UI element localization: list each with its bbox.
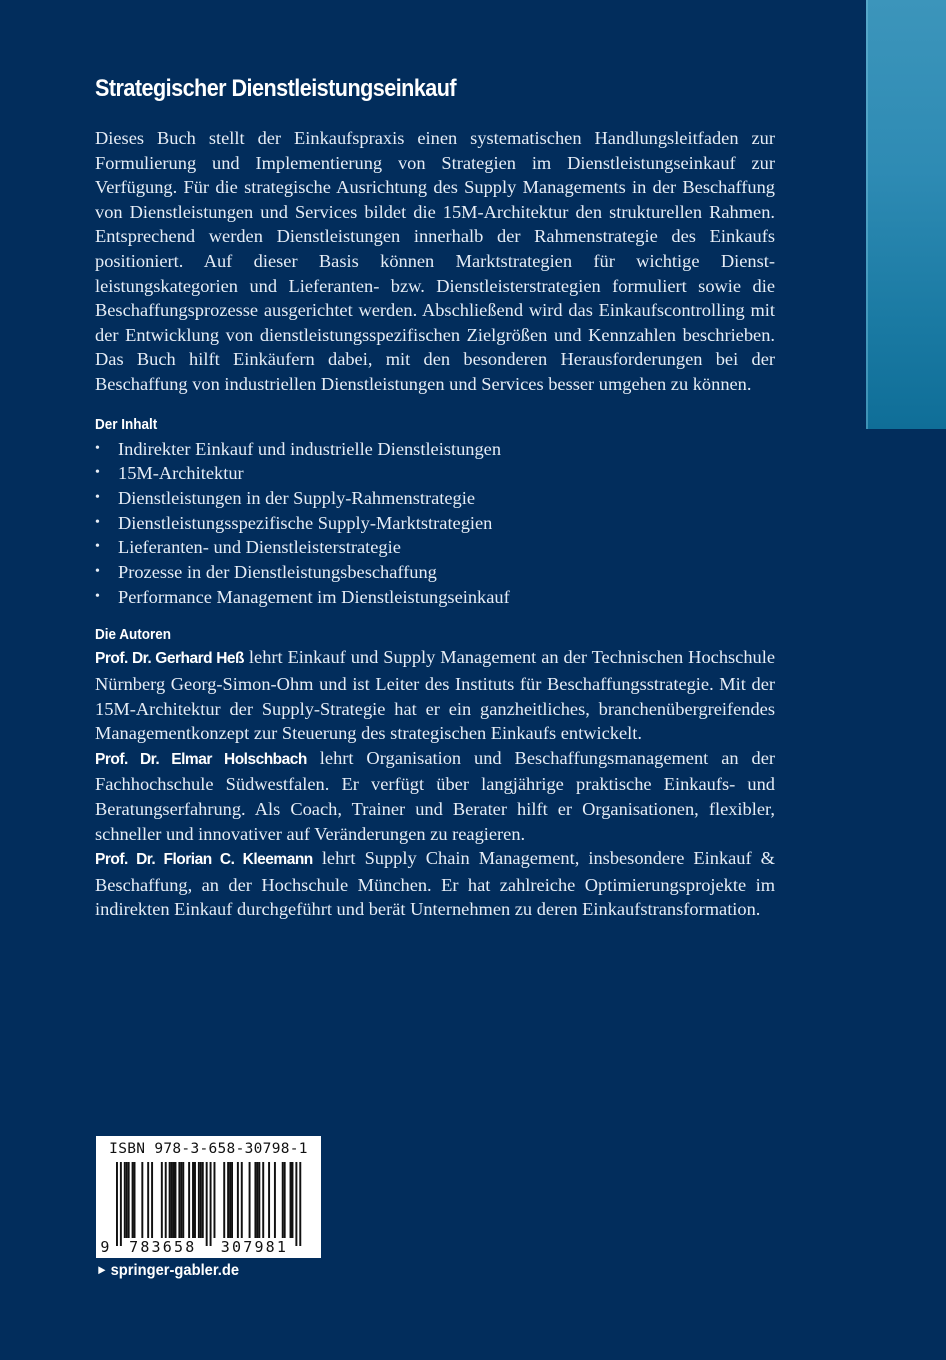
- authors-heading: Die Autoren: [95, 626, 172, 644]
- isbn-label: ISBN 978-3-658-30798-1: [109, 1141, 308, 1157]
- bullet-icon: •: [95, 514, 100, 530]
- bullet-icon: •: [95, 588, 100, 604]
- contents-list: [95, 437, 775, 610]
- contents-item: • Performance Management im Dienstleistungseinkauf: [95, 585, 775, 610]
- author-name: Prof. Dr. Elmar Holschbach: [95, 750, 307, 768]
- bullet-icon: •: [95, 539, 100, 555]
- svg-text:783658: 783658: [129, 1238, 197, 1256]
- author-name: Prof. Dr. Florian C. Kleemann: [95, 851, 313, 869]
- contents-item: • Prozesse in der Dienstleistungsbeschaffung: [95, 560, 775, 585]
- contents-item: • Lieferanten- und Dienstleisterstrategie: [95, 535, 775, 560]
- bullet-icon: •: [95, 489, 100, 505]
- contents-item: • Dienstleistungen in der Supply-Rahmenstrategie: [95, 486, 775, 511]
- bullet-icon: •: [95, 440, 100, 456]
- publisher-link[interactable]: [96, 1262, 239, 1280]
- contents-item: • Indirekter Einkauf und industrielle Dienstleistungen: [95, 437, 775, 462]
- contents-item: • 15M-Architektur: [95, 461, 775, 486]
- isbn-barcode: [96, 1136, 321, 1258]
- author-name: Prof. Dr. Gerhard Heß: [95, 650, 244, 668]
- contents-heading: Der Inhalt: [95, 415, 158, 433]
- svg-text:9: 9: [100, 1238, 112, 1256]
- book-description: Dieses Buch stellt der Einkaufspraxis einen systematischen Handlungsleitfaden zur Formulierung und Implementierung von Strategien im Dienstleistungseinkauf zur Verfügung. Für die strategische Ausrichtung des Supply Managements in der Beschaffung von Dienstleistungen und Services bildet die 15M-Architektur den strukturellen Rahmen. Entsprechend werden Dienstleistungen innerhalb der Rahmenstrategie des Einkaufs positioniert. Auf dieser Basis können Marktstrategien für wichtige Dienstleistungskategorien und Lieferanten- bzw. Dienstleisterstrategien formuliert sowie die Beschaffungsprozesse ausgerichtet werden. Abschließend wird das Einkaufscontrolling mit der Entwicklung von dienstleistungsspezifischen Zielgrößen und Kennzahlen beschrieben. Das Buch hilft Einkäufern dabei, mit den besonderen Herausforderungen bei der Beschaffung von industriellen Dienstleistungen und Services besser umgehen zu können.: [95, 128, 775, 394]
- author-bio-kleemann: Prof. Dr. Florian C. Kleemann lehrt Supply Chain Management, insbesondere Einkauf & Beschaffung, an der Hochschule München. Er hat zahlreiche Optimierungsprojekte im indirekten Einkauf durchgeführt und berät Unternehmen zu deren Einkaufstransformation.: [95, 848, 775, 920]
- contents-item: • Dienstleistungsspezifische Supply-Marktstrategien: [95, 511, 775, 536]
- bullet-icon: •: [95, 564, 100, 580]
- play-arrow-icon: ►: [96, 1262, 108, 1277]
- author-bio-hess: Prof. Dr. Gerhard Heß lehrt Einkauf und Supply Management an der Technischen Hochschule Nürnberg Georg-Simon-Ohm und ist Leiter des Instituts für Beschaffungsstrategie. Mit der 15M-Architektur der Supply-Strategie hat er ein ganzheitliches, branchenübergreifendes Managementkonzept zur Steuerung des strategischen Einkaufs entwickelt.: [95, 647, 775, 744]
- accent-band: [866, 0, 946, 429]
- book-title: Strategischer Dienstleistungseinkauf: [95, 75, 457, 102]
- publisher-url: springer-gabler.de: [110, 1262, 240, 1279]
- bullet-icon: •: [95, 465, 100, 481]
- author-bio-holschbach: Prof. Dr. Elmar Holschbach lehrt Organisation und Beschaffungsmanagement an der Fachhochschule Südwestfalen. Er verfügt über langjährige praktische Einkaufs- und Beratungserfahrung. Als Coach, Trainer und Berater hilft er Organisationen, flexibler, schneller und innovativer auf Veränderungen zu reagieren.: [95, 747, 775, 844]
- svg-text:307981: 307981: [220, 1238, 289, 1256]
- back-cover-content: [95, 72, 775, 922]
